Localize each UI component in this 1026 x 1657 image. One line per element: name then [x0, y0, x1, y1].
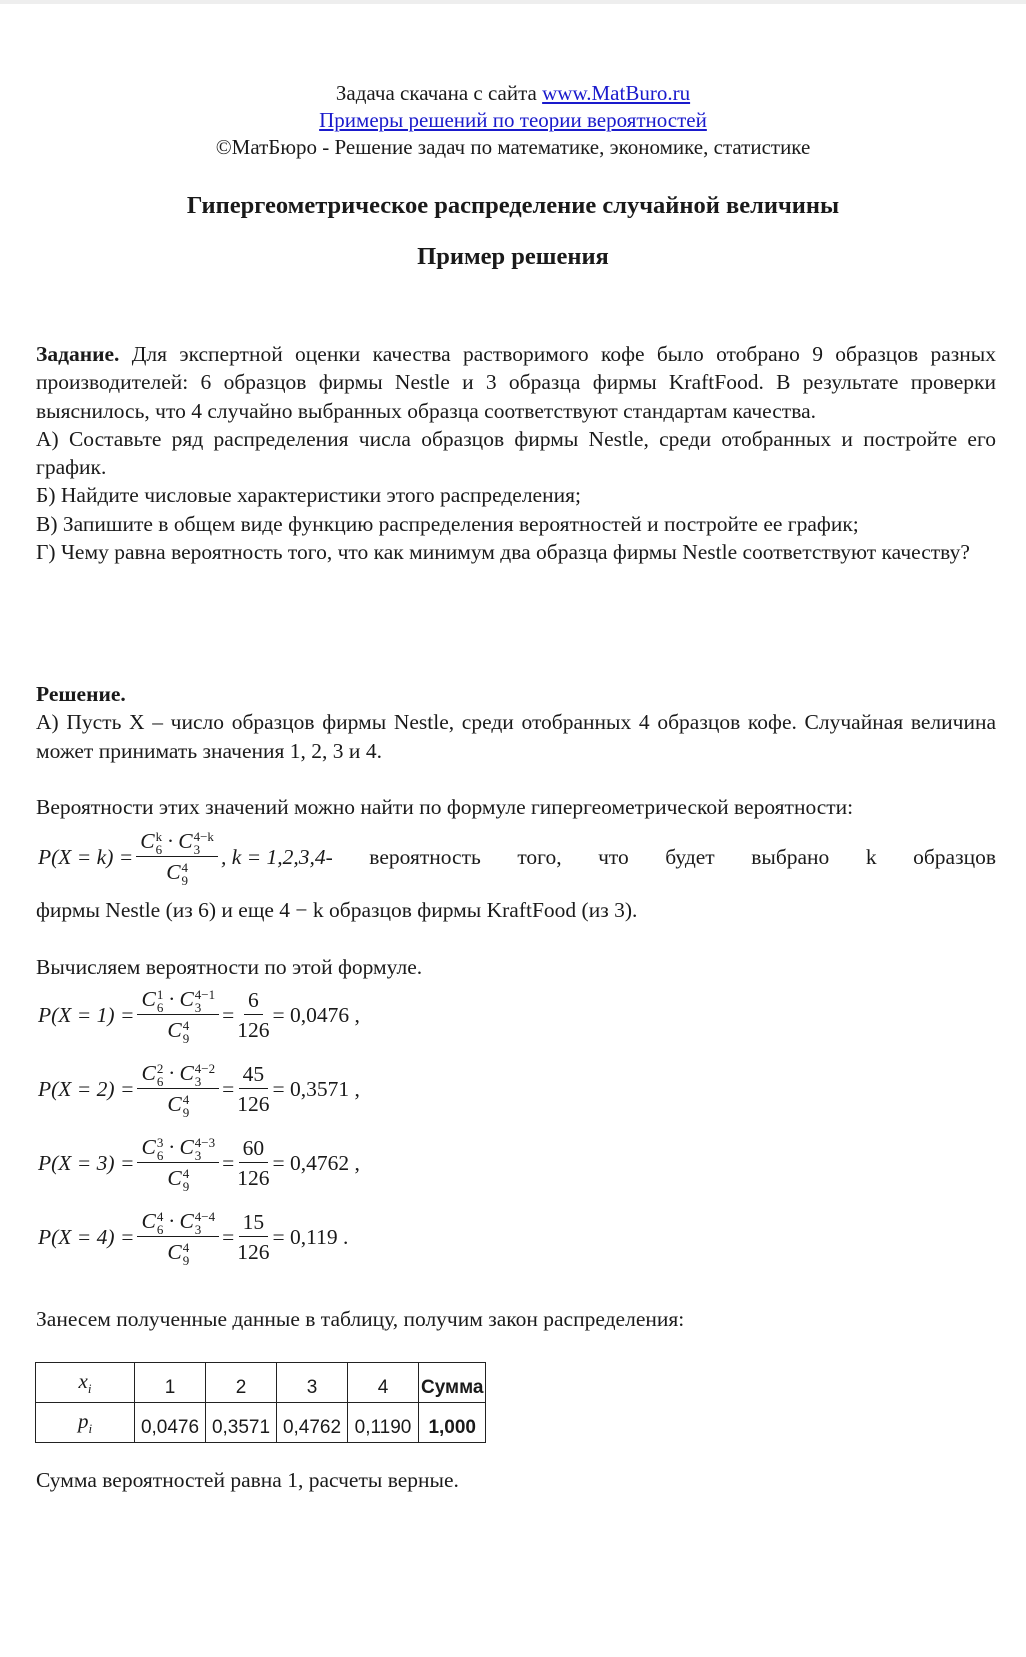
calc-combination-fraction: C 2 6 · C 4−2 3 C 4 9	[137, 1059, 219, 1119]
solution-text: А) Пусть X – число образцов фирмы Nestle, среди отобранных 4 образцов кофе. Случайная величина может принимать значения 1, 2, 3 и 4.	[36, 710, 996, 763]
task-item: Г) Чему равна вероятность того, что как минимум два образца фирмы Nestle соответствуют качеству?	[36, 540, 970, 565]
solution-label: Решение.	[36, 682, 126, 706]
calc-result: = 0,3571 ,	[272, 1076, 360, 1101]
task-text: Для экспертной оценки качества растворимого кофе было отобрано 9 образцов разных производителей: 6 образцов фирмы Nestle и 3 образца фирмы KraftFood. В результате проверки выяснилось, что 4 случайно выбранных образца соответствуют стандартам качества.	[36, 342, 996, 423]
calc-result: = 0,0476 ,	[272, 1002, 360, 1027]
examples-link[interactable]: Примеры решений по теории вероятностей	[319, 108, 707, 132]
table-row-x	[36, 1363, 486, 1403]
copyright: ©МатБюро - Решение задач по математике, экономике, статистике	[215, 135, 811, 159]
source-text: Задача скачана с сайта	[335, 81, 543, 105]
table-row-p	[36, 1403, 486, 1443]
table-header-x: $x_i$	[36, 1363, 135, 1403]
table-header-p: $p_i$	[36, 1403, 135, 1443]
calc-lhs: P(X = 2) =	[38, 1076, 135, 1101]
task-section	[36, 340, 996, 566]
task-item: А) Составьте ряд распределения числа образцов фирмы Nestle, среди отобранных и постройте его график.	[36, 426, 996, 480]
probability-calc: P(X = 4) = C 4 6 · C 4−4 3 C 4 9 = $\frac{15}{126}$ = 0,119 .	[38, 1208, 349, 1269]
top-border	[0, 0, 1026, 4]
conclusion: Сумма вероятностей равна 1, расчеты верные.	[36, 1468, 459, 1492]
table-intro: Занесем полученные данные в таблицу, получим закон распределения:	[36, 1307, 685, 1331]
calc-intro: Вычисляем вероятности по этой формуле.	[36, 955, 423, 979]
document-title: Гипергеометрическое распределение случайной величины	[186, 192, 840, 219]
calc-numeric-fraction: $\frac{45}{126}$	[237, 1061, 270, 1116]
table-cell: 1	[135, 1363, 206, 1403]
source-header	[0, 80, 1026, 161]
table-cell: 0,3571	[206, 1403, 277, 1443]
formula-description: - вероятность того, что будет выбрано k образцов	[325, 844, 996, 869]
calc-combination-fraction: C 4 6 · C 4−4 3 C 4 9	[137, 1207, 219, 1267]
table-cell-sum-header: Сумма	[419, 1363, 486, 1403]
calc-lhs: P(X = 1) =	[38, 1002, 135, 1027]
formula-explanation: фирмы Nestle (из 6) и еще 4 − k образцов фирмы KraftFood (из 3).	[36, 898, 638, 922]
formula-lhs: P(X = k) =	[38, 844, 134, 869]
table-cell: 0,0476	[135, 1403, 206, 1443]
table-cell: 2	[206, 1363, 277, 1403]
calc-numeric-fraction: $\frac{60}{126}$	[237, 1135, 270, 1190]
table-cell: 0,1190	[348, 1403, 419, 1443]
document-subtitle: Пример решения	[417, 243, 609, 270]
probability-calc: P(X = 1) = C 1 6 · C 4−1 3 C 4 9 = $\frac{6}{126}$ = 0,0476 ,	[38, 986, 360, 1047]
probability-calc: P(X = 2) = C 2 6 · C 4−2 3 C 4 9 = $\frac{45}{126}$ = 0,3571 ,	[38, 1060, 360, 1121]
table-cell-sum: 1,000	[419, 1403, 486, 1443]
calc-combination-fraction: C 1 6 · C 4−1 3 C 4 9	[137, 985, 219, 1045]
distribution-table	[35, 1362, 486, 1443]
calc-lhs: P(X = 3) =	[38, 1150, 135, 1175]
calc-lhs: P(X = 4) =	[38, 1224, 135, 1249]
calc-combination-fraction: C 3 6 · C 4−3 3 C 4 9	[137, 1133, 219, 1193]
task-label: Задание.	[36, 342, 120, 366]
formula-fraction: C k 6 · C 4−k 3 C 4 9	[136, 827, 218, 887]
calc-numeric-fraction: $\frac{6}{126}$	[237, 987, 270, 1042]
calc-numeric-fraction: $\frac{15}{126}$	[237, 1209, 270, 1264]
table-cell: 4	[348, 1363, 419, 1403]
table-cell: 0,4762	[277, 1403, 348, 1443]
task-item: Б) Найдите числовые характеристики этого распределения;	[36, 483, 581, 508]
task-item: В) Запишите в общем виде функцию распределения вероятностей и постройте ее график;	[36, 511, 859, 536]
calc-result: = 0,4762 ,	[272, 1150, 360, 1175]
table-cell: 3	[277, 1363, 348, 1403]
formula-k-values: , k = 1,2,3,4	[220, 844, 326, 869]
formula-intro: Вероятности этих значений можно найти по формуле гипергеометрической вероятности:	[36, 795, 854, 819]
solution-section	[36, 680, 996, 765]
site-link[interactable]: www.MatBuro.ru	[542, 81, 691, 105]
calc-result: = 0,119 .	[272, 1224, 349, 1249]
general-formula	[38, 827, 996, 887]
probability-calc: P(X = 3) = C 3 6 · C 4−3 3 C 4 9 = $\frac{60}{126}$ = 0,4762 ,	[38, 1134, 360, 1195]
